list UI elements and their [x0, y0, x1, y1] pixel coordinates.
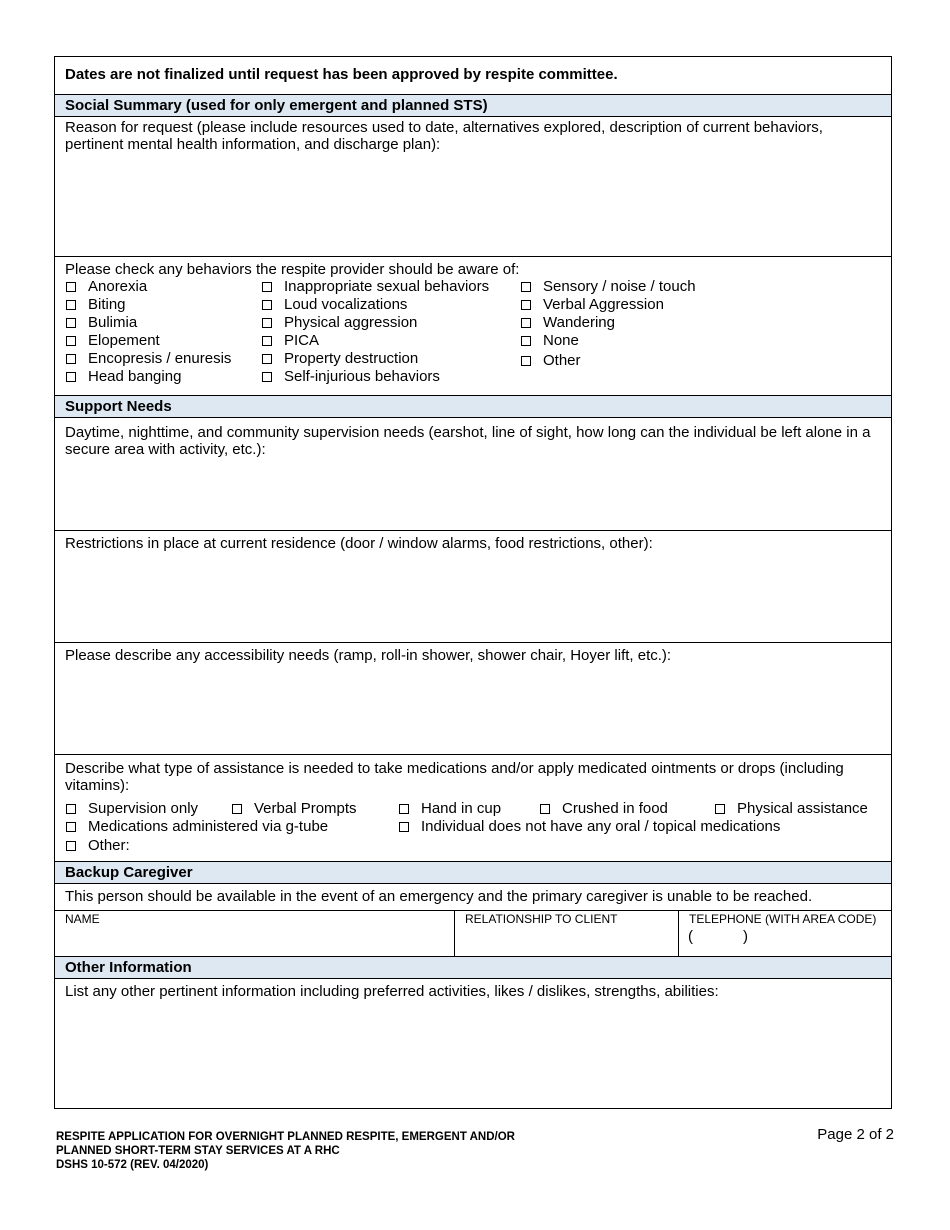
- relationship-label: RELATIONSHIP TO CLIENT: [465, 912, 618, 926]
- name-label: NAME: [65, 912, 100, 926]
- behavior-checkbox[interactable]: Physical aggression: [262, 314, 417, 331]
- restrictions-input-area[interactable]: [63, 557, 883, 638]
- reason-section: [55, 116, 891, 256]
- medication-checkbox[interactable]: Individual does not have any oral / topical medications: [399, 818, 780, 835]
- medication-section: [55, 754, 891, 861]
- respite-form: [54, 56, 892, 1109]
- behavior-checkbox[interactable]: Anorexia: [66, 278, 147, 295]
- checkbox-icon[interactable]: [66, 841, 76, 851]
- behavior-checkbox[interactable]: PICA: [262, 332, 319, 349]
- behaviors-prompt: Please check any behaviors the respite provider should be aware of:: [65, 261, 520, 278]
- social-summary-header: Social Summary (used for only emergent and planned STS): [55, 94, 891, 116]
- accessibility-input-area[interactable]: [63, 669, 883, 750]
- medication-checkbox[interactable]: Verbal Prompts: [232, 800, 357, 817]
- restrictions-section: [55, 530, 891, 642]
- behavior-checkbox[interactable]: Property destruction: [262, 350, 418, 367]
- backup-caregiver-note: This person should be available in the event of an emergency and the primary caregiver is unable to be reached.: [55, 883, 891, 910]
- checkbox-icon[interactable]: [262, 318, 272, 328]
- behavior-checkbox[interactable]: Wandering: [521, 314, 615, 331]
- other-information-prompt: List any other pertinent information including preferred activities, likes / dislikes, strengths, abilities:: [65, 983, 719, 1000]
- checkbox-icon[interactable]: [232, 804, 242, 814]
- checkbox-icon[interactable]: [262, 354, 272, 364]
- area-code-close-paren: ): [743, 928, 748, 945]
- checkbox-icon[interactable]: [262, 372, 272, 382]
- behavior-checkbox[interactable]: Verbal Aggression: [521, 296, 664, 313]
- page-number: Page 2 of 2: [817, 1126, 894, 1143]
- behavior-checkbox[interactable]: Head banging: [66, 368, 181, 385]
- checkbox-icon[interactable]: [66, 282, 76, 292]
- supervision-input-area[interactable]: [63, 462, 883, 526]
- other-information-input-area[interactable]: [63, 1005, 883, 1104]
- behavior-checkbox[interactable]: None: [521, 332, 579, 349]
- checkbox-icon[interactable]: [521, 356, 531, 366]
- relationship-field[interactable]: [454, 911, 678, 956]
- behavior-checkbox[interactable]: Inappropriate sexual behaviors: [262, 278, 489, 295]
- medication-prompt: Describe what type of assistance is needed to take medications and/or apply medicated ointments or drops (including vitamins):: [65, 760, 844, 794]
- accessibility-prompt: Please describe any accessibility needs (ramp, roll-in shower, shower chair, Hoyer lift, etc.):: [65, 647, 672, 664]
- checkbox-icon[interactable]: [262, 300, 272, 310]
- medication-checkbox[interactable]: Crushed in food: [540, 800, 668, 817]
- footer-form-number: DSHS 10-572 (REV. 04/2020): [56, 1159, 209, 1171]
- restrictions-prompt: Restrictions in place at current residence (door / window alarms, food restrictions, other):: [65, 535, 653, 552]
- checkbox-icon[interactable]: [521, 336, 531, 346]
- footer-title-line2: PLANNED SHORT-TERM STAY SERVICES AT A RHC: [56, 1145, 340, 1157]
- footer-title-line1: RESPITE APPLICATION FOR OVERNIGHT PLANNED RESPITE, EMERGENT AND/OR: [56, 1131, 515, 1143]
- behavior-checkbox[interactable]: Biting: [66, 296, 126, 313]
- checkbox-icon[interactable]: [521, 318, 531, 328]
- name-field[interactable]: [55, 911, 454, 956]
- checkbox-icon[interactable]: [521, 282, 531, 292]
- checkbox-icon[interactable]: [521, 300, 531, 310]
- medication-other-checkbox[interactable]: Other:: [66, 837, 130, 854]
- telephone-field[interactable]: [678, 911, 891, 956]
- checkbox-icon[interactable]: [66, 804, 76, 814]
- checkbox-icon[interactable]: [399, 804, 409, 814]
- supervision-prompt: Daytime, nighttime, and community supervision needs (earshot, line of sight, how long can the individual be left alone in a secure area with activity, etc.):: [65, 424, 871, 458]
- checkbox-icon[interactable]: [540, 804, 550, 814]
- behavior-checkbox[interactable]: Other: [521, 352, 581, 369]
- behavior-checkbox[interactable]: Self-injurious behaviors: [262, 368, 440, 385]
- medication-checkbox[interactable]: Medications administered via g-tube: [66, 818, 328, 835]
- telephone-label: TELEPHONE (WITH AREA CODE): [689, 912, 877, 926]
- accessibility-section: [55, 642, 891, 754]
- checkbox-icon[interactable]: [66, 822, 76, 832]
- checkbox-icon[interactable]: [66, 300, 76, 310]
- checkbox-icon[interactable]: [66, 354, 76, 364]
- checkbox-icon[interactable]: [715, 804, 725, 814]
- other-information-header: Other Information: [55, 956, 891, 978]
- medication-checkbox[interactable]: Supervision only: [66, 800, 198, 817]
- behavior-checkbox[interactable]: Loud vocalizations: [262, 296, 407, 313]
- behavior-checkbox[interactable]: Bulimia: [66, 314, 137, 331]
- behavior-checkbox[interactable]: Sensory / noise / touch: [521, 278, 696, 295]
- backup-caregiver-header: Backup Caregiver: [55, 861, 891, 883]
- checkbox-icon[interactable]: [262, 336, 272, 346]
- reason-prompt: Reason for request (please include resources used to date, alternatives explored, description of current behaviors, pertinent mental health information, and discharge plan):: [65, 119, 823, 153]
- behavior-checkbox[interactable]: Encopresis / enuresis: [66, 350, 231, 367]
- checkbox-icon[interactable]: [262, 282, 272, 292]
- medication-checkbox[interactable]: Physical assistance: [715, 800, 868, 817]
- other-information-section: [55, 978, 891, 1108]
- supervision-section: [55, 417, 891, 530]
- notice-text: Dates are not finalized until request has been approved by respite committee.: [65, 66, 618, 83]
- checkbox-icon[interactable]: [66, 372, 76, 382]
- area-code-open-paren: (: [688, 928, 693, 945]
- behaviors-section: [55, 256, 891, 395]
- checkbox-icon[interactable]: [66, 318, 76, 328]
- form-footer: [56, 1130, 515, 1172]
- checkbox-icon[interactable]: [66, 336, 76, 346]
- support-needs-header: Support Needs: [55, 395, 891, 417]
- behavior-checkbox[interactable]: Elopement: [66, 332, 160, 349]
- checkbox-icon[interactable]: [399, 822, 409, 832]
- medication-checkbox[interactable]: Hand in cup: [399, 800, 501, 817]
- reason-input-area[interactable]: [63, 157, 883, 252]
- backup-caregiver-fields: [55, 910, 891, 956]
